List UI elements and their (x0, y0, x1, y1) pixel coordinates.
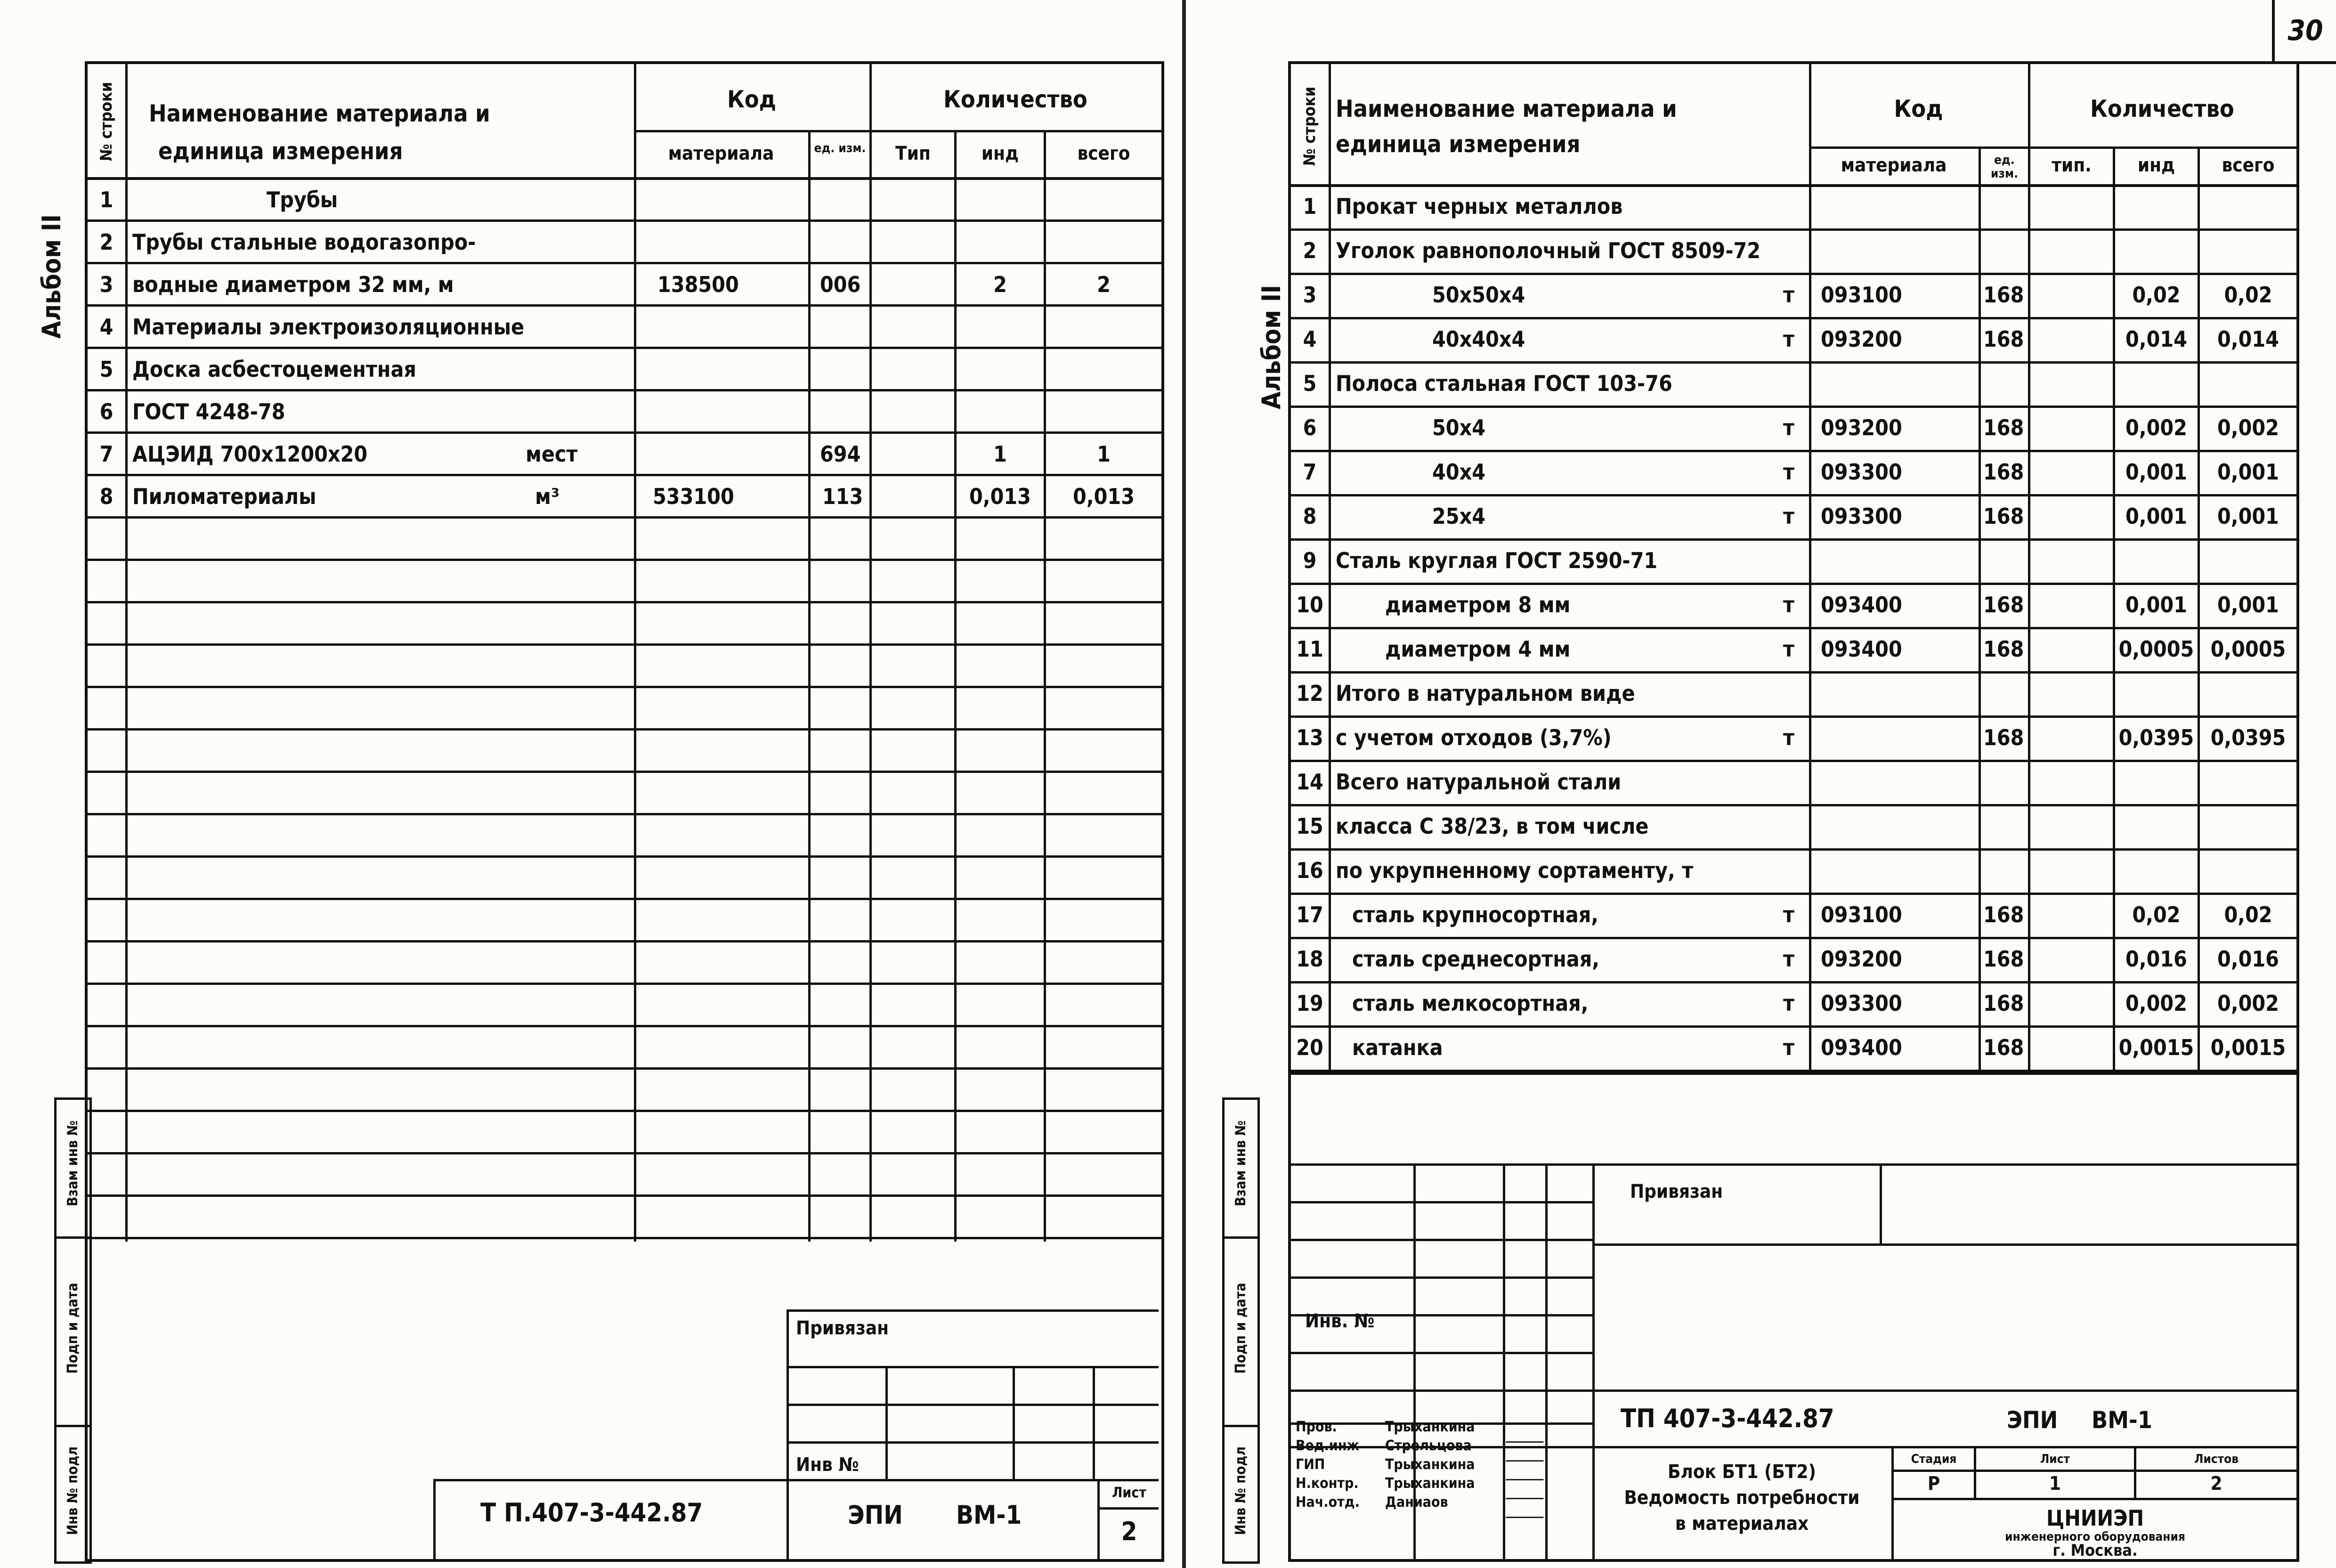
row-no: 18 (1296, 946, 1323, 972)
row-code: 093400 (1821, 636, 1902, 662)
row-divider (1291, 406, 2296, 408)
row-unit: 168 (1983, 991, 2024, 1016)
header-code-material: материала (668, 143, 774, 164)
right-table (1288, 61, 2299, 1075)
row-code: 093400 (1821, 1035, 1902, 1060)
row-name: Доска асбестоцементная (132, 357, 416, 382)
header-quantity: Количество (943, 86, 1087, 113)
table-row (1291, 682, 2296, 711)
header-name-line2: единица измерения (158, 138, 403, 165)
header-q-ind: инд (2137, 154, 2175, 176)
right-title-block (1288, 1069, 2299, 1562)
table-row (1291, 904, 2296, 932)
signature-mark (1506, 1507, 1547, 1518)
row-code: 093200 (1821, 326, 1902, 352)
row-unit: 006 (820, 272, 861, 297)
row-divider (1291, 937, 2296, 939)
row-name: Трубы стальные водогазопро- (132, 229, 476, 255)
block-title-line3: в материалах (1675, 1513, 1809, 1535)
table-row (1291, 594, 2296, 622)
row-divider (1291, 494, 2296, 496)
stamp-sheet: 1 (2049, 1473, 2061, 1495)
row-total: 0,002 (2217, 991, 2279, 1016)
header-quantity: Количество (2090, 95, 2234, 122)
side-stamp-inv: Инв № подл (1233, 1446, 1249, 1536)
row-name: класса С 38/23, в том числе (1336, 813, 1649, 839)
stamp-role: Н.контр. (1296, 1475, 1359, 1492)
header-row-no: № строки (97, 81, 116, 162)
row-divider (1291, 273, 2296, 275)
row-ind: 0,0015 (2118, 1035, 2194, 1060)
row-total: 2 (1097, 272, 1111, 297)
table-row (1291, 638, 2296, 666)
row-no: 8 (1303, 504, 1317, 529)
org-line2: инженерного оборудования (2005, 1530, 2185, 1544)
stamp-role: Вед.инж (1296, 1438, 1360, 1454)
row-no: 5 (1303, 371, 1317, 396)
row-no: 12 (1296, 681, 1323, 706)
row-total: 0,002 (2217, 415, 2279, 440)
row-total: 0,0015 (2210, 1035, 2286, 1060)
table-row (1291, 860, 2296, 888)
left-code-block (433, 1479, 1159, 1559)
row-divider (1291, 1025, 2296, 1028)
row-unit: 168 (1983, 504, 2024, 529)
row-no: 5 (99, 357, 114, 382)
row-name-unit: т (1783, 991, 1794, 1016)
org-line3: г. Москва. (2052, 1541, 2138, 1560)
row-divider (1291, 538, 2296, 541)
row-divider (1291, 583, 2296, 585)
album-label-left: Альбом II (37, 214, 66, 339)
row-ind: 0,0005 (2118, 636, 2194, 662)
row-total: 0,0395 (2210, 725, 2286, 750)
row-name: 25х4 (1432, 504, 1486, 529)
row-unit: 168 (1983, 459, 2024, 485)
row-no: 16 (1296, 858, 1323, 883)
row-ind: 0,002 (2125, 991, 2187, 1016)
header-q-total: всего (1077, 143, 1130, 164)
row-no: 8 (99, 484, 114, 509)
row-total: 0,013 (1073, 484, 1135, 509)
table-row (1291, 992, 2296, 1021)
row-no: 6 (1303, 415, 1317, 440)
table-row (1291, 948, 2296, 976)
row-no: 3 (99, 272, 114, 297)
row-unit: 168 (1983, 902, 2024, 927)
stamp-dept: ЭПИ (2007, 1406, 2058, 1434)
row-total: 0,02 (2224, 902, 2272, 927)
row-code: 093400 (1821, 592, 1902, 617)
org-line1: ЦНИИЭП (2046, 1505, 2144, 1531)
row-name-unit: т (1783, 504, 1794, 529)
row-name-unit: мест (526, 441, 578, 467)
row-no: 1 (1303, 194, 1317, 219)
row-ind: 0,013 (969, 484, 1031, 509)
row-unit: 113 (822, 484, 863, 509)
row-name: Трубы (267, 187, 338, 212)
header-name-line2: единица измерения (1336, 130, 1581, 158)
row-name-unit: т (1783, 1035, 1794, 1060)
row-name: сталь мелкосортная, (1352, 991, 1589, 1016)
row-name: 40х40х4 (1432, 326, 1525, 352)
header-code-material: материала (1841, 154, 1947, 176)
row-total: 0,001 (2217, 592, 2279, 617)
row-name: 40х4 (1432, 459, 1486, 485)
row-code: 533100 (653, 484, 734, 509)
row-total: 1 (1097, 441, 1111, 467)
row-ind: 0,002 (2125, 415, 2187, 440)
right-side-stamp (1222, 1097, 1260, 1564)
stamp-privyazan: Привязан (1630, 1181, 1723, 1202)
row-name: ГОСТ 4248-78 (132, 399, 285, 424)
row-name: Пиломатериалы (132, 484, 316, 509)
row-divider (1291, 361, 2296, 364)
row-unit: 168 (1983, 725, 2024, 750)
table-row (1291, 550, 2296, 578)
row-no: 4 (1303, 326, 1317, 352)
row-divider (1291, 893, 2296, 895)
side-stamp-podp: Подп и дата (65, 1283, 81, 1374)
row-name: сталь среднесортная, (1352, 946, 1600, 972)
row-name: 50х50х4 (1432, 282, 1525, 308)
row-unit: 168 (1983, 415, 2024, 440)
header-code-unit: ед. изм. (814, 141, 866, 155)
row-no: 2 (99, 229, 114, 255)
row-ind: 0,0395 (2118, 725, 2194, 750)
row-no: 1 (99, 187, 114, 212)
signature-mark (1506, 1470, 1547, 1480)
stamp-role-name: Стрельцова (1385, 1438, 1472, 1454)
row-unit: 694 (820, 441, 861, 467)
row-divider (1291, 848, 2296, 851)
row-unit: 168 (1983, 1035, 2024, 1060)
table-row (1291, 328, 2296, 357)
row-name-unit: т (1783, 902, 1794, 927)
row-name-unit: т (1783, 282, 1794, 308)
row-code: 093300 (1821, 504, 1902, 529)
row-no: 20 (1296, 1035, 1323, 1060)
header-q-type: Тип (895, 143, 931, 164)
row-code: 093300 (1821, 991, 1902, 1016)
row-no: 13 (1296, 725, 1323, 750)
stamp-sheet-label: Лист (1112, 1485, 1146, 1501)
page-number: 30 (2272, 0, 2336, 64)
row-total: 0,014 (2217, 326, 2279, 352)
stamp-mark: ВМ-1 (956, 1500, 1022, 1530)
table-row (1291, 284, 2296, 312)
stamp-role: Нач.отд. (1296, 1494, 1360, 1511)
row-no: 14 (1296, 769, 1323, 795)
header-q-type: тип. (2052, 154, 2092, 176)
row-ind: 0,001 (2125, 592, 2187, 617)
row-ind: 0,02 (2132, 902, 2181, 927)
row-code: 093200 (1821, 415, 1902, 440)
row-ind: 0,001 (2125, 504, 2187, 529)
row-no: 19 (1296, 991, 1323, 1016)
table-row (1291, 417, 2296, 445)
row-name: Итого в натуральном виде (1336, 681, 1635, 706)
stamp-sheets: 2 (2210, 1473, 2222, 1495)
row-divider (1291, 671, 2296, 674)
header-code-unit: ед. изм. (1991, 153, 2018, 181)
row-ind: 0,001 (2125, 459, 2187, 485)
signature-mark (1506, 1432, 1547, 1443)
side-stamp-podp: Подп и дата (1233, 1283, 1249, 1374)
row-name-unit: т (1783, 946, 1794, 972)
row-name-unit: м³ (535, 484, 560, 509)
stamp-dept: ЭПИ (848, 1500, 903, 1530)
signature-mark (1506, 1451, 1547, 1462)
row-name: АЦЭИД 700х1200х20 (132, 441, 368, 467)
header-q-total: всего (2222, 154, 2275, 176)
row-name-unit: т (1783, 459, 1794, 485)
row-name-unit: т (1783, 725, 1794, 750)
row-code: 093100 (1821, 902, 1902, 927)
block-title-line1: Блок БТ1 (БТ2) (1668, 1461, 1816, 1483)
table-row (1291, 771, 2296, 799)
row-total: 0,001 (2217, 504, 2279, 529)
table-row (1291, 815, 2296, 844)
stamp-role-name: Трыханкина (1385, 1419, 1475, 1435)
stamp-role: ГИП (1296, 1456, 1325, 1473)
row-code: 093200 (1821, 946, 1902, 972)
row-divider (1291, 228, 2296, 231)
table-row (1291, 240, 2296, 268)
block-title-line2: Ведомость потребности (1624, 1487, 1860, 1509)
row-name: диаметром 4 мм (1385, 636, 1571, 662)
row-total: 0,02 (2224, 282, 2272, 308)
row-divider (1291, 450, 2296, 452)
table-row (1291, 461, 2296, 489)
stamp-privyazan: Привязан (796, 1317, 889, 1339)
row-name: Уголок равнополочный ГОСТ 8509-72 (1336, 238, 1761, 263)
album-label-right: Альбом II (1257, 285, 1286, 409)
row-name: Материалы электроизоляционные (132, 314, 525, 340)
row-divider (1291, 804, 2296, 806)
stamp-sheet-label: Лист (2040, 1452, 2070, 1466)
row-code: 093100 (1821, 282, 1902, 308)
stamp-inv-no: Инв № (796, 1454, 859, 1476)
table-row (1291, 727, 2296, 755)
table-row (1291, 1037, 2296, 1065)
table-row (1291, 505, 2296, 534)
header-q-ind: инд (981, 143, 1019, 164)
row-divider (1291, 715, 2296, 718)
row-ind: 2 (993, 272, 1007, 297)
row-name: Сталь круглая ГОСТ 2590-71 (1336, 548, 1658, 573)
left-table (85, 61, 1164, 1242)
row-no: 7 (99, 441, 114, 467)
row-name: по укрупненному сортаменту, т (1336, 858, 1694, 883)
row-name: водные диаметром 32 мм, м (132, 272, 454, 297)
row-unit: 168 (1983, 282, 2024, 308)
row-name: катанка (1352, 1035, 1443, 1060)
row-no: 6 (99, 399, 114, 424)
side-stamp-inv: Инв № подл (65, 1446, 81, 1536)
row-name: диаметром 8 мм (1385, 592, 1571, 617)
row-code: 138500 (657, 272, 739, 297)
stamp-role-name: Трыханкина (1385, 1456, 1475, 1473)
row-divider (1291, 760, 2296, 762)
row-name: Полоса стальная ГОСТ 103-76 (1336, 371, 1672, 396)
stamp-doc-code: Т П.407-3-442.87 (480, 1498, 703, 1527)
row-no: 4 (99, 314, 114, 340)
row-name-unit: т (1783, 326, 1794, 352)
row-name: сталь крупносортная, (1352, 902, 1599, 927)
row-name-unit: т (1783, 636, 1794, 662)
header-name-line1: Наименование материала и (1336, 95, 1677, 122)
row-total: 0,0005 (2210, 636, 2286, 662)
row-no: 7 (1303, 459, 1317, 485)
side-stamp-vzam: Взам инв № (65, 1120, 81, 1207)
stamp-sheet-no: 2 (1121, 1517, 1137, 1546)
row-divider (1291, 981, 2296, 983)
row-name-unit: т (1783, 415, 1794, 440)
table-row (1291, 195, 2296, 224)
stamp-inv-no: Инв. № (1305, 1310, 1375, 1332)
stamp-stage: Р (1927, 1473, 1940, 1495)
row-no: 15 (1296, 813, 1323, 839)
header-code: Код (1894, 95, 1943, 122)
row-no: 10 (1296, 592, 1323, 617)
row-code: 093300 (1821, 459, 1902, 485)
row-unit: 168 (1983, 946, 2024, 972)
row-no: 9 (1303, 548, 1317, 573)
table-row (88, 189, 1161, 222)
stamp-role-name: Даниаов (1385, 1494, 1448, 1511)
stamp-role: Пров. (1296, 1419, 1337, 1435)
row-unit: 168 (1983, 592, 2024, 617)
row-ind: 0,02 (2132, 282, 2181, 308)
header-name-line1: Наименование материала и (149, 100, 490, 127)
row-divider (1291, 317, 2296, 319)
row-unit: 168 (1983, 636, 2024, 662)
header-row-no: № строки (1300, 86, 1319, 166)
row-total: 0,016 (2217, 946, 2279, 972)
row-no: 3 (1303, 282, 1317, 308)
row-name: Всего натуральной стали (1336, 769, 1622, 795)
row-name: Прокат черных металлов (1336, 194, 1623, 219)
row-no: 17 (1296, 902, 1323, 927)
row-ind: 0,014 (2125, 326, 2187, 352)
row-name: с учетом отходов (3,7%) (1336, 725, 1612, 750)
right-sheet (1177, 0, 2336, 1568)
stamp-stage-label: Стадия (1911, 1452, 1957, 1466)
stamp-doc-code: ТП 407-3-442.87 (1621, 1404, 1834, 1433)
row-total: 0,001 (2217, 459, 2279, 485)
stamp-sheets-label: Листов (2194, 1452, 2239, 1466)
side-stamp-vzam: Взам инв № (1233, 1120, 1249, 1207)
row-unit: 168 (1983, 326, 2024, 352)
row-no: 2 (1303, 238, 1317, 263)
row-name-unit: т (1783, 592, 1794, 617)
header-code: Код (727, 86, 776, 113)
row-divider (1291, 627, 2296, 629)
row-no: 11 (1296, 636, 1323, 662)
row-name: 50х4 (1432, 415, 1486, 440)
row-ind: 1 (993, 441, 1007, 467)
stamp-role-name: Трыханкина (1385, 1475, 1475, 1492)
signature-mark (1506, 1488, 1547, 1499)
table-row (1291, 373, 2296, 401)
row-ind: 0,016 (2125, 946, 2187, 972)
stamp-mark: ВМ-1 (2092, 1406, 2153, 1434)
